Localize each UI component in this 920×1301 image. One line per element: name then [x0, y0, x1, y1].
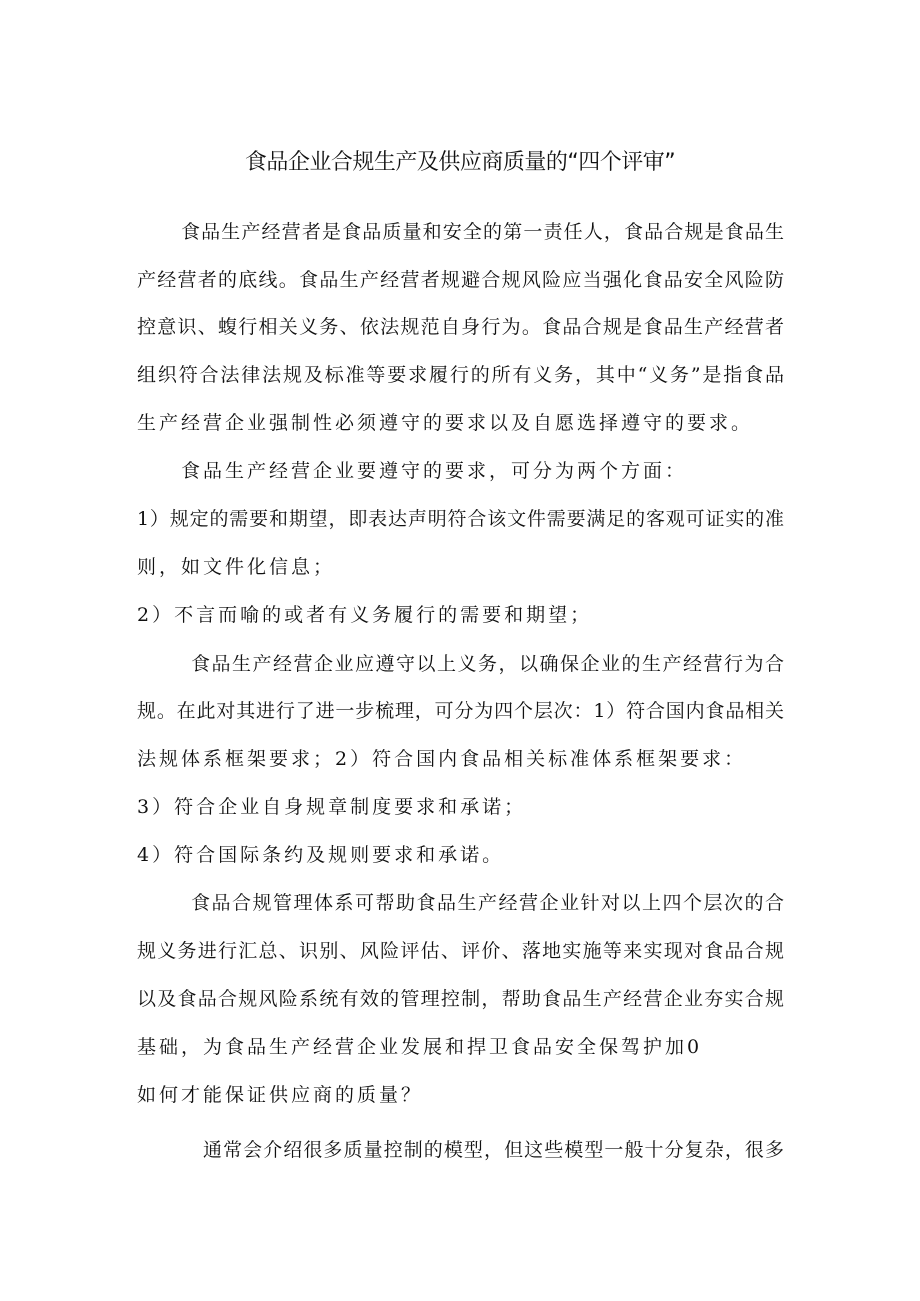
list-item: 4）符合国际条约及规则要求和承诺。 — [137, 844, 505, 866]
paragraph-line: 食品生产经营企业应遵守以上义务，以确保企业的生产经营行为合 — [191, 653, 784, 675]
paragraph-line: 生产经营企业强制性必须遵守的要求以及自愿选择遵守的要求。 — [137, 412, 754, 434]
paragraph-line: 控意识、蝮行相关义务、依法规范自身行为。食品合规是食品生产经营者 — [137, 316, 784, 338]
document-title: 食品企业合规生产及供应商质量的“四个评审” — [244, 150, 676, 175]
paragraph-line: 产经营者的底线。食品生产经营者规避合规风险应当强化食品安全风险防 — [137, 269, 784, 291]
list-item: 2）不言而喻的或者有义务履行的需要和期望； — [137, 604, 593, 626]
paragraph-line: 食品生产经营者是食品质量和安全的第一责任人，食品合规是食品生 — [181, 221, 784, 243]
section-question: 如何才能保证供应商的质量？ — [137, 1084, 424, 1106]
paragraph-line: 食品生产经营企业要遵守的要求，可分为两个方面： — [181, 460, 688, 482]
list-item: 1）规定的需要和期望，即表达声明符合该文件需要满足的客观可证实的准 — [137, 508, 784, 530]
paragraph-line: 规。在此对其进行了进一步梳理，可分为四个层次：1）符合国内食品相关 — [137, 700, 784, 722]
paragraph-line: 规义务进行汇总、识别、风险评估、评价、落地实施等来实现对食品合规 — [137, 940, 784, 962]
paragraph-line: 法规体系框架要求；2）符合国内食品相关标准体系框架要求： — [137, 748, 747, 770]
paragraph-line: 食品合规管理体系可帮助食品生产经营企业针对以上四个层次的合 — [191, 892, 784, 914]
paragraph-line: 基础，为食品生产经营企业发展和捍卫食品安全保驾护加0 — [137, 1036, 703, 1058]
list-item: 3）符合企业自身规章制度要求和承诺； — [137, 796, 527, 818]
paragraph-line: 组织符合法律法规及标准等要求履行的所有义务，其中“义务”是指食品 — [137, 364, 784, 386]
paragraph-line: 以及食品合规风险系统有效的管理控制，帮助食品生产经营企业夯实合规 — [137, 988, 784, 1010]
paragraph-line: 通常会介绍很多质量控制的模型，但这些模型一般十分复杂，很多 — [203, 1139, 784, 1161]
list-item: 则，如文件化信息； — [137, 556, 336, 578]
